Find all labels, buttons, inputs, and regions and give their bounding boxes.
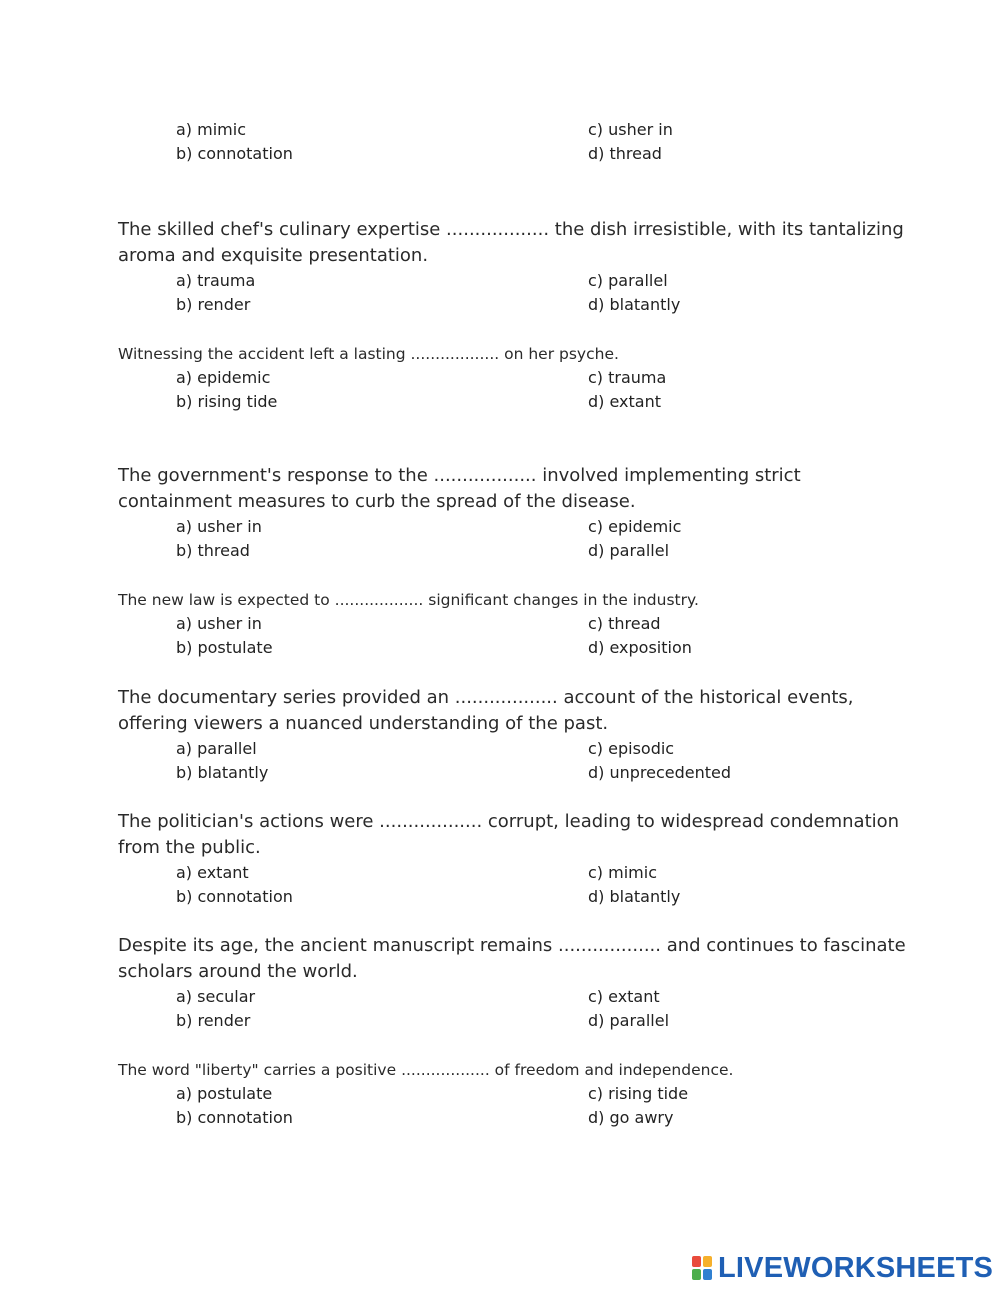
liveworksheets-logo: [692, 1253, 993, 1283]
logo-icon: [692, 1256, 712, 1280]
options: [118, 515, 908, 563]
option-a[interactable]: a) trauma: [176, 271, 256, 290]
option-b[interactable]: b) connotation: [176, 144, 293, 163]
question-3: [118, 463, 908, 563]
option-b[interactable]: b) thread: [176, 541, 250, 560]
question-5: [118, 685, 908, 785]
question-text: The skilled chef's culinary expertise .................. the dish irresistible, with its tantalizing aroma and exquisite presentation.: [118, 219, 904, 266]
option-c[interactable]: c) mimic: [588, 863, 657, 882]
option-d[interactable]: d) parallel: [588, 1011, 670, 1030]
logo-tile-2: [703, 1256, 712, 1267]
question-2: [118, 342, 908, 414]
option-d[interactable]: d) go awry: [588, 1108, 674, 1127]
option-d[interactable]: d) extant: [588, 392, 662, 411]
option-a[interactable]: a) parallel: [176, 739, 257, 758]
option-a[interactable]: a) mimic: [176, 120, 246, 139]
options: [118, 612, 908, 660]
logo-text: LIVEWORKSHEETS: [718, 1251, 994, 1284]
option-c[interactable]: c) epidemic: [588, 517, 682, 536]
question-text: The word "liberty" carries a positive .................. of freedom and independence.: [118, 1061, 734, 1079]
options: [118, 269, 908, 317]
options: [118, 985, 908, 1033]
option-b[interactable]: b) blatantly: [176, 763, 269, 782]
option-d[interactable]: d) blatantly: [588, 295, 681, 314]
question-6: [118, 809, 908, 909]
question-1: [118, 217, 908, 317]
option-a[interactable]: a) extant: [176, 863, 249, 882]
logo-tile-1: [692, 1256, 701, 1267]
option-a[interactable]: a) usher in: [176, 614, 262, 633]
question-0: [118, 118, 908, 166]
question-8: [118, 1058, 908, 1130]
option-a[interactable]: a) epidemic: [176, 368, 271, 387]
question-text: Witnessing the accident left a lasting .................. on her psyche.: [118, 345, 619, 363]
question-text: The new law is expected to .................. significant changes in the industry.: [118, 591, 699, 609]
option-c[interactable]: c) thread: [588, 614, 661, 633]
option-b[interactable]: b) postulate: [176, 638, 273, 657]
option-a[interactable]: a) secular: [176, 987, 256, 1006]
option-b[interactable]: b) connotation: [176, 1108, 293, 1127]
option-a[interactable]: a) postulate: [176, 1084, 273, 1103]
options: [118, 1082, 908, 1130]
option-c[interactable]: c) rising tide: [588, 1084, 689, 1103]
options: [118, 366, 908, 414]
option-d[interactable]: d) blatantly: [588, 887, 681, 906]
question-4: [118, 588, 908, 660]
options: [118, 861, 908, 909]
question-text: The politician's actions were .................. corrupt, leading to widespread condemnation from the public.: [118, 811, 900, 858]
options: [118, 737, 908, 785]
option-d[interactable]: d) exposition: [588, 638, 692, 657]
option-d[interactable]: d) thread: [588, 144, 662, 163]
option-b[interactable]: b) render: [176, 295, 251, 314]
option-c[interactable]: c) parallel: [588, 271, 668, 290]
question-7: [118, 933, 908, 1033]
option-b[interactable]: b) rising tide: [176, 392, 278, 411]
option-b[interactable]: b) render: [176, 1011, 251, 1030]
option-a[interactable]: a) usher in: [176, 517, 262, 536]
option-c[interactable]: c) trauma: [588, 368, 667, 387]
question-text: The government's response to the .................. involved implementing strict containment measures to curb the spread of the disease.: [118, 465, 801, 512]
logo-tile-3: [692, 1269, 701, 1280]
question-text: Despite its age, the ancient manuscript remains .................. and continues to fascinate scholars around the world.: [118, 935, 906, 982]
option-c[interactable]: c) extant: [588, 987, 660, 1006]
option-d[interactable]: d) unprecedented: [588, 763, 732, 782]
option-c[interactable]: c) usher in: [588, 120, 673, 139]
option-c[interactable]: c) episodic: [588, 739, 675, 758]
logo-tile-4: [703, 1269, 712, 1280]
question-text: The documentary series provided an .................. account of the historical events, offering viewers a nuanced understanding of the past.: [118, 687, 854, 734]
option-d[interactable]: d) parallel: [588, 541, 670, 560]
options: [118, 118, 908, 166]
option-b[interactable]: b) connotation: [176, 887, 293, 906]
